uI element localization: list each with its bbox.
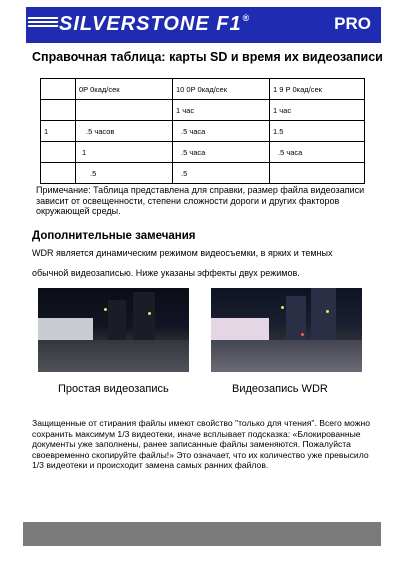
table-cell xyxy=(41,142,76,163)
table-cell: 0P 0кад/сек xyxy=(76,79,173,100)
table-note: Примечание: Таблица представлена для справки, размер файла видеозаписи зависит от освещенности, степени сложности дороги и других факторов окружающей среды. xyxy=(36,185,365,216)
table-row xyxy=(41,163,365,184)
table-row xyxy=(41,142,365,163)
table-row xyxy=(41,100,365,121)
table-cell xyxy=(41,100,76,121)
normal-recording-image xyxy=(38,288,189,372)
table-cell xyxy=(41,79,76,100)
table-cell: .5 часов xyxy=(76,121,173,142)
table-cell: .5 часа xyxy=(173,121,270,142)
brand-stripes-icon xyxy=(28,17,58,33)
table-cell: .5 xyxy=(76,163,173,184)
table-cell: 1.5 xyxy=(270,121,365,142)
wdr-text-line2: обычной видеозаписью. Ниже указаны эффекты двух режимов. xyxy=(32,268,300,278)
table-row xyxy=(41,79,365,100)
section-title: Дополнительные замечания xyxy=(32,230,196,242)
page-title: Справочная таблица: карты SD и время их видеозаписи xyxy=(32,50,383,64)
wdr-text-line1: WDR является динамическим режимом видеосъемки, в ярких и темных xyxy=(32,248,333,258)
sd-card-table xyxy=(40,78,365,184)
footer-bar xyxy=(23,522,381,546)
edition-label: PRO xyxy=(334,14,371,33)
table-cell xyxy=(270,163,365,184)
table-cell: 1 час xyxy=(270,100,365,121)
table-cell: 1 xyxy=(41,121,76,142)
caption-normal: Простая видеозапись xyxy=(58,383,169,395)
table-cell: 1 xyxy=(76,142,173,163)
table-cell: 1 9 P 0кад/сек xyxy=(270,79,365,100)
table-cell: 1 час xyxy=(173,100,270,121)
table-cell: .5 часа xyxy=(270,142,365,163)
table-cell: .5 часа xyxy=(173,142,270,163)
brand-logo: SILVERSTONE F1® xyxy=(59,13,251,35)
caption-wdr: Видеозапись WDR xyxy=(232,383,328,395)
table-cell xyxy=(41,163,76,184)
table-cell: .5 xyxy=(173,163,270,184)
wdr-recording-image xyxy=(211,288,362,372)
table-cell: 10 0P 0кад/сек xyxy=(173,79,270,100)
header-bar xyxy=(26,7,381,43)
table-row xyxy=(41,121,365,142)
table-cell xyxy=(76,100,173,121)
protected-files-text: Защищенные от стирания файлы имеют свойство "только для чтения". Всего можно сохранить максимум 1/3 видеотеки, иначе всплывает подсказка: «Блокированные документы уже заполнены, ранее записанные файлы заменяются. Пожалуйста своевременно скопируйте файлы!» Это означает, что их количество уже превысило 1/3 видеотеки и происходит замена самых ранних файлов. xyxy=(32,418,371,471)
